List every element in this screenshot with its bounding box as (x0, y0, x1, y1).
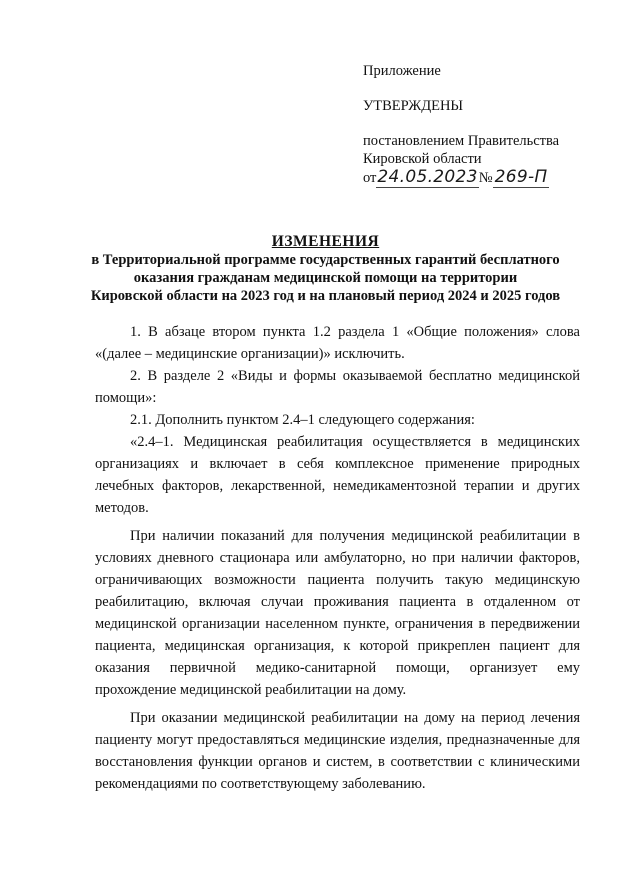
approval-line-1: постановлением Правительства (363, 133, 560, 149)
approved-label: УТВЕРЖДЕНЫ (363, 98, 464, 114)
document-title: ИЗМЕНЕНИЯ (271, 233, 380, 250)
handwritten-date: 24.05.2023 (377, 167, 478, 187)
subtitle-line-2: оказания гражданам медицинской помощи на территории (133, 270, 518, 286)
subtitle-line-1: в Территориальной программе государственных гарантий бесплатного (91, 252, 560, 268)
approval-line-2: Кировской области (363, 151, 482, 167)
number-prefix: № (478, 170, 493, 186)
approval-block (363, 62, 559, 187)
paragraph-2: 2. В разделе 2 «Виды и формы оказываемой бесплатно медицинской помощи»: (95, 368, 580, 406)
paragraph-4: «2.4–1. Медицинская реабилитация осуществляется в медицинских организациях и включает в себя комплексное применение природных лечебных факторов, лекарственной, немедикаментозной терапии и других методов. (95, 434, 580, 516)
document-title-block (88, 233, 563, 305)
paragraph-1: 1. В абзаце втором пункта 1.2 раздела 1 «Общие положения» слова «(далее – медицинские организации)» исключить. (95, 324, 580, 362)
subtitle-line-3: Кировской области на 2023 год и на плановый период 2024 и 2025 годов (90, 288, 561, 304)
date-prefix: от (363, 170, 377, 186)
handwritten-number: 269-П (494, 167, 548, 187)
annex-label: Приложение (363, 63, 441, 79)
paragraph-6: При оказании медицинской реабилитации на дому на период лечения пациенту могут предоставляться медицинские изделия, предназначенные для восстановления функции органов и систем, в соответствии с клиническими рекомендациями по соответствующему заболеванию. (95, 710, 580, 792)
paragraph-5: При наличии показаний для получения медицинской реабилитации в условиях дневного стационара или амбулаторно, но при наличии факторов, ограничивающих возможности пациента получить такую медицинскую реабилитацию, включая случаи проживания пациента в отдаленном от медицинской организации населенном пункте, ограничения в передвижении пациента, медицинская организация, к которой прикреплен пациент для оказания первичной медико-санитарной помощи, организует ему прохождение медицинской реабилитации на дому. (95, 528, 580, 698)
document-body (95, 321, 580, 795)
approval-date-number-line (363, 168, 559, 187)
paragraph-3: 2.1. Дополнить пунктом 2.4–1 следующего содержания: (130, 412, 475, 428)
